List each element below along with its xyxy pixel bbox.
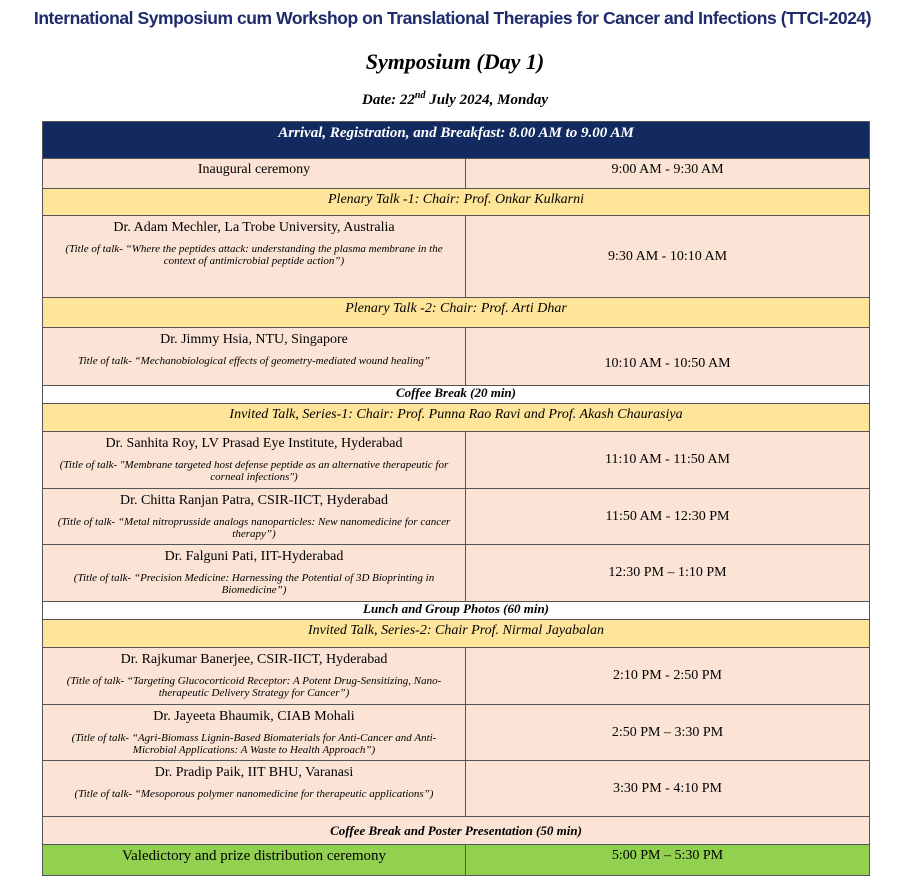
speaker-name: Dr. Sanhita Roy, LV Prasad Eye Institute, Hyderabad [105, 436, 403, 451]
inaugural-time: 9:00 AM - 9:30 AM [466, 159, 870, 189]
series2-chair: Invited Talk, Series-2: Chair Prof. Nirmal Jayabalan [43, 620, 870, 648]
talk-title: (Title of talk- “Targeting Glucocorticoid Receptor: A Potent Drug-Sensitizing, Nano-therapeutic Delivery Strategy for Cancer”) [66, 675, 442, 699]
series2-time-1: 2:10 PM - 2:50 PM [466, 648, 870, 705]
talk-title: (Title of talk- “Where the peptides attack: understanding the plasma membrane in the context of antimicrobial peptide action”) [65, 243, 443, 267]
valedictory-time: 5:00 PM – 5:30 PM [466, 845, 870, 876]
series1-speaker-cell-2 [43, 489, 466, 545]
talk-title: Title of talk- “Mechanobiological effects of geometry-mediated wound healing” [78, 355, 430, 367]
date-prefix: Date: 22 [362, 92, 415, 108]
coffee-break-2: Coffee Break and Poster Presentation (50 min) [43, 817, 870, 845]
speaker-name: Dr. Adam Mechler, La Trobe University, Australia [113, 220, 395, 235]
speaker-name: Dr. Chitta Ranjan Patra, CSIR-IICT, Hyderabad [119, 493, 389, 508]
series2-talk-row-1 [43, 648, 870, 705]
plenary2-chair-row [43, 298, 870, 328]
series2-speaker-cell-2 [43, 705, 466, 761]
series2-time-2: 2:50 PM – 3:30 PM [466, 705, 870, 761]
series2-talk-row-3 [43, 761, 870, 817]
plenary1-chair: Plenary Talk -1: Chair: Prof. Onkar Kulkarni [43, 189, 870, 216]
speaker-name: Dr. Falguni Pati, IIT-Hyderabad [164, 549, 344, 564]
series1-chair: Invited Talk, Series-1: Chair: Prof. Punna Rao Ravi and Prof. Akash Chaurasiya [43, 404, 870, 432]
series2-speaker-cell-3 [43, 761, 466, 817]
arrival-cell: Arrival, Registration, and Breakfast: 8.00 AM to 9.00 AM [43, 122, 870, 159]
talk-title: (Title of talk- “Agri-Biomass Lignin-Based Biomaterials for Anti-Cancer and Anti-Microbial Applications: A Waste to Health Approach”) [71, 732, 437, 756]
speaker-name: Dr. Jimmy Hsia, NTU, Singapore [160, 332, 348, 347]
series2-time-3: 3:30 PM - 4:10 PM [466, 761, 870, 817]
talk-title: (Title of talk- “Precision Medicine: Harnessing the Potential of 3D Bioprinting in Biomedicine”) [73, 572, 435, 596]
speaker-name: Dr. Rajkumar Banerjee, CSIR-IICT, Hyderabad [120, 652, 388, 667]
symposium-day-heading: Symposium (Day 1) [365, 49, 545, 74]
coffee1-row [43, 386, 870, 404]
plenary1-time: 9:30 AM - 10:10 AM [466, 216, 870, 298]
talk-title: (Title of talk- "Membrane targeted host defense peptide as an alternative therapeutic for corneal infections") [59, 459, 449, 483]
date-ordinal: nd [414, 90, 426, 101]
talk-title: (Title of talk- “Mesoporous polymer nanomedicine for therapeutic applications”) [74, 788, 434, 800]
series1-speaker-cell-3 [43, 545, 466, 602]
series2-talk-row-2 [43, 705, 870, 761]
series1-talk-row-3 [43, 545, 870, 602]
inaugural-label: Inaugural ceremony [43, 159, 466, 189]
plenary1-talk-row [43, 216, 870, 298]
lunch-row [43, 602, 870, 620]
plenary1-speaker-cell [43, 216, 466, 298]
series1-time-3: 12:30 PM – 1:10 PM [466, 545, 870, 602]
series1-talk-row-1 [43, 432, 870, 489]
series1-speaker-cell-1 [43, 432, 466, 489]
series1-chair-row [43, 404, 870, 432]
lunch-break: Lunch and Group Photos (60 min) [43, 602, 870, 620]
page-title: International Symposium cum Workshop on Translational Therapies for Cancer and Infections (TTCI-2024) [33, 8, 872, 28]
coffee2-row [43, 817, 870, 845]
plenary2-speaker-cell [43, 328, 466, 386]
speaker-name: Dr. Jayeeta Bhaumik, CIAB Mohali [153, 709, 355, 724]
plenary2-time: 10:10 AM - 10:50 AM [466, 328, 870, 386]
valedictory-row [43, 845, 870, 876]
event-date [0, 90, 905, 109]
series2-chair-row [43, 620, 870, 648]
talk-title: (Title of talk- “Metal nitroprusside analogs nanoparticles: New nanomedicine for cancer therapy”) [57, 516, 451, 540]
date-suffix: July 2024, Monday [425, 92, 548, 108]
arrival-row [43, 122, 870, 159]
series1-time-2: 11:50 AM - 12:30 PM [466, 489, 870, 545]
schedule-table [42, 121, 870, 876]
plenary2-talk-row [43, 328, 870, 386]
plenary2-chair: Plenary Talk -2: Chair: Prof. Arti Dhar [43, 298, 870, 328]
inaugural-row [43, 159, 870, 189]
series2-speaker-cell-1 [43, 648, 466, 705]
series1-time-1: 11:10 AM - 11:50 AM [466, 432, 870, 489]
series1-talk-row-2 [43, 489, 870, 545]
plenary1-chair-row [43, 189, 870, 216]
coffee-break-1: Coffee Break (20 min) [43, 386, 870, 404]
valedictory-label: Valedictory and prize distribution ceremony [43, 845, 466, 876]
speaker-name: Dr. Pradip Paik, IIT BHU, Varanasi [154, 765, 354, 780]
